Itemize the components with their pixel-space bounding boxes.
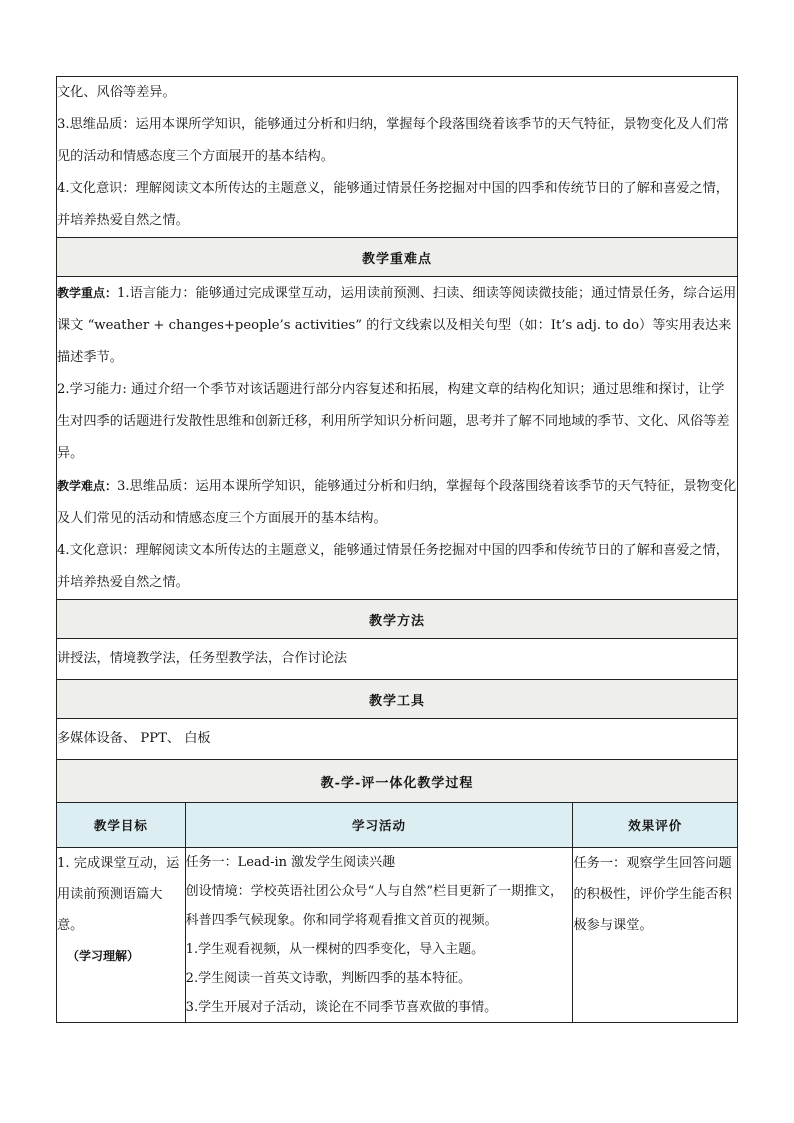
activity-item: 任务一：Lead-in 激发学生阅读兴趣	[185, 855, 396, 870]
difficulty-paragraph-2: 4.文化意识：理解阅读文本所传达的主题意义，能够通过情景任务挖掘对中国的四季和传统节日的了解和喜爱之情，并培养热爱自然之情。	[57, 543, 729, 590]
focus-paragraph-2: 2.学习能力: 通过介绍一个季节对该话题进行部分内容复述和拓展，构建文章的结构化知识；通过思维和探讨，让学生对四季的话题进行发散性思维和创新迁移，利用所学知识分析问题，思考并了解不同地域的季节、文化、风俗等差异。	[57, 382, 730, 461]
lesson-plan-table	[56, 76, 738, 1023]
key-points-cell	[57, 277, 738, 600]
activity-item: 创设情境：学校英语社团公众号“人与自然”栏目更新了一期推文，科普四季气候现象。你和同学将观看推文首页的视频。	[185, 884, 563, 928]
objective-text: 文化、风俗等差异。	[57, 85, 176, 100]
column-header-evaluation: 效果评价	[573, 803, 738, 848]
goal-cell	[57, 848, 186, 1023]
difficulty-text: 3.思维品质：运用本课所学知识，能够通过分析和归纳，掌握每个段落围绕着该季节的天气特征，景物变化及人们常见的活动和情感态度三个方面展开的基本结构。	[57, 479, 737, 526]
objectives-continued-cell	[57, 77, 738, 238]
key-points-heading: 教学重难点	[57, 238, 738, 277]
focus-text: 1.语言能力：能够通过完成课堂互动，运用读前预测、扫读、细读等阅读微技能；通过情景任务，综合运用课文 “weather + changes+people’s activities” 的行文线索以及相关句型（如：It’s adj. to do）等实用表达来描述季节。	[57, 286, 737, 365]
process-heading: 教-学-评一体化教学过程	[57, 760, 738, 803]
focus-label: 教学重点：	[57, 286, 118, 300]
column-header-goal: 教学目标	[57, 803, 186, 848]
difficulty-paragraph	[57, 470, 737, 535]
goal-text: 1. 完成课堂互动，运用读前预测语篇大意。	[57, 856, 180, 933]
activity-cell	[185, 848, 573, 1023]
evaluation-cell: 任务一：观察学生回答问题的积极性，评价学生能否积极参与课堂。	[573, 848, 738, 1023]
focus-paragraph	[57, 277, 737, 374]
methods-heading: 教学方法	[57, 600, 738, 639]
objective-text: 3.思维品质：运用本课所学知识，能够通过分析和归纳，掌握每个段落围绕着该季节的天气特征，景物变化及人们常见的活动和情感态度三个方面展开的基本结构。	[57, 117, 729, 164]
goal-note: （学习理解）	[67, 949, 140, 963]
column-header-activity: 学习活动	[185, 803, 573, 848]
activity-item: 2.学生阅读一首英文诗歌，判断四季的基本特征。	[185, 971, 472, 986]
activity-item: 1.学生观看视频，从一棵树的四季变化，导入主题。	[185, 942, 485, 957]
methods-text: 讲授法，情境教学法，任务型教学法，合作讨论法	[57, 639, 738, 680]
difficulty-label: 教学难点：	[57, 479, 118, 493]
activity-item: 3.学生开展对子活动，谈论在不同季节喜欢做的事情。	[185, 1000, 498, 1015]
tools-text: 多媒体设备、 PPT、 白板	[57, 719, 738, 760]
objective-text: 4.文化意识：理解阅读文本所传达的主题意义，能够通过情景任务挖掘对中国的四季和传统节日的了解和喜爱之情，并培养热爱自然之情。	[57, 181, 729, 228]
tools-heading: 教学工具	[57, 680, 738, 719]
